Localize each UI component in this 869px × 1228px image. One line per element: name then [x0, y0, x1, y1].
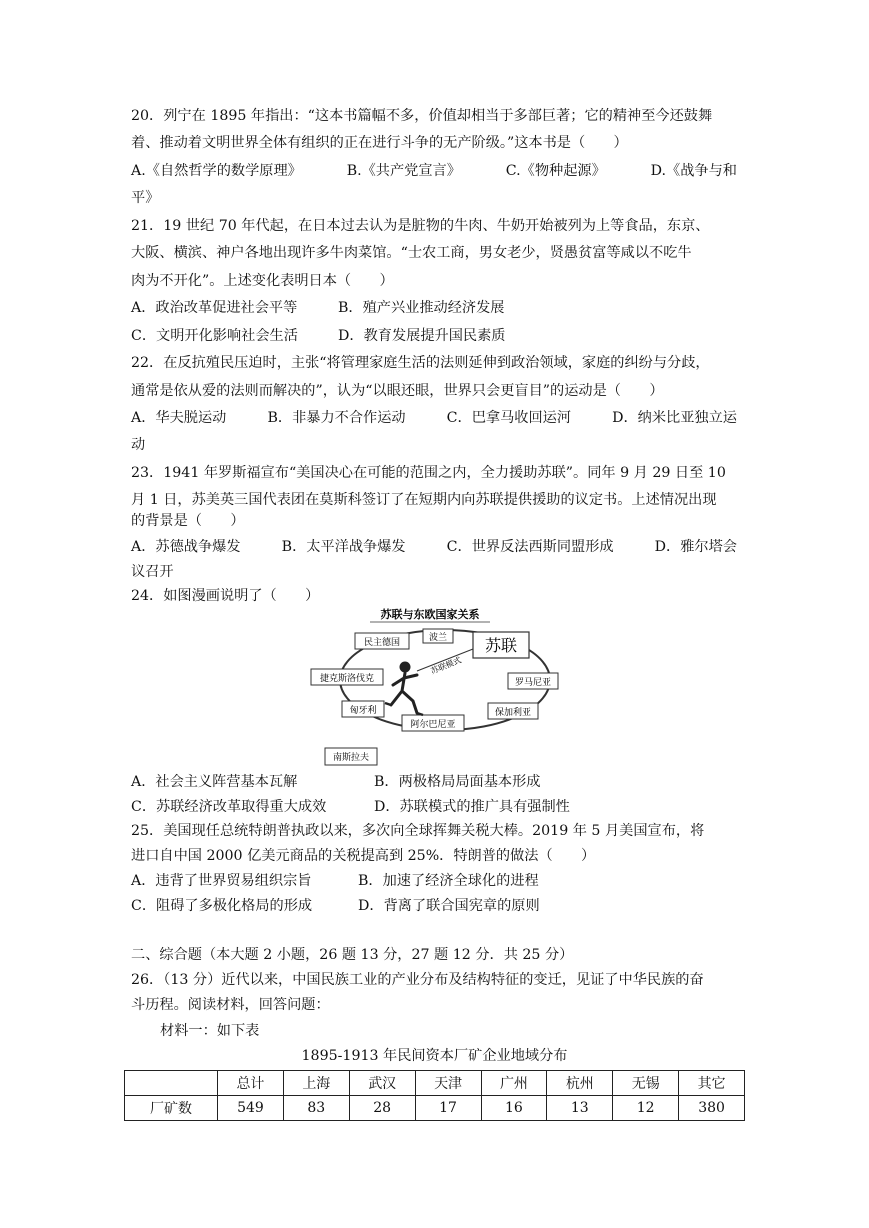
table-cell: 厂矿数	[125, 1096, 218, 1121]
svg-text:阿尔巴尼亚: 阿尔巴尼亚	[410, 720, 456, 730]
q20-option-b: B.《共产党宣言》	[346, 163, 461, 179]
table-title: 1895-1913 年民间资本厂矿企业地域分布	[301, 1048, 568, 1064]
q21-option-a: A．政治改革促进社会平等	[131, 300, 298, 316]
q23-options	[131, 537, 737, 557]
box-romania	[508, 673, 558, 689]
table-cell: 12	[613, 1096, 679, 1121]
q26-line-1: 26．（13 分）近代以来，中国民族工业的产业分布及结构特征的变迁，见证了中华民族的奋	[131, 972, 704, 988]
q25-option-d: D．背离了联合国宪章的原则	[358, 898, 540, 914]
table-header-cell: 上海	[283, 1071, 349, 1096]
svg-text:捷克斯洛伐克: 捷克斯洛伐克	[319, 674, 375, 684]
table-cell: 28	[349, 1096, 415, 1121]
q21-line-2: 大阪、横滨、神户各地出现许多牛肉菜馆。“士农工商，男女老少，贤愚贫富等咸以不吃牛	[131, 245, 692, 261]
section-2-heading: 二、综合题（本大题 2 小题，26 题 13 分，27 题 12 分．共 25 分）	[131, 947, 574, 963]
svg-text:民主德国: 民主德国	[363, 638, 401, 648]
q22-option-d: D．纳米比亚独立运	[612, 410, 737, 426]
table-header-cell: 总计	[218, 1071, 284, 1096]
svg-text:波兰: 波兰	[428, 633, 448, 643]
table-header-cell	[125, 1071, 218, 1096]
q22-options	[131, 408, 737, 428]
svg-text:南斯拉夫: 南斯拉夫	[332, 753, 370, 763]
table-cell: 17	[415, 1096, 481, 1121]
q24-line-1: 24．如图漫画说明了（ ）	[131, 588, 320, 604]
q21-line-3: 肉为不开化”。上述变化表明日本（ ）	[131, 273, 394, 289]
svg-text:罗马尼亚: 罗马尼亚	[514, 678, 552, 688]
q23-line-1: 23．1941 年罗斯福宣布“美国决心在可能的范围之内，全力援助苏联”。同年 9 月 29 日至 10	[131, 465, 726, 481]
table-header-cell: 广州	[481, 1071, 547, 1096]
box-gdr	[355, 633, 409, 649]
table-cell: 16	[481, 1096, 547, 1121]
q20-line-1: 20．列宁在 1895 年指出：“这本书篇幅不多，价值却相当于多部巨著；它的精神至今还鼓舞	[131, 108, 713, 124]
q23-option-d: D．雅尔塔会	[654, 539, 737, 555]
q26-material-label: 材料一：如下表	[160, 1023, 260, 1039]
q21-line-1: 21．19 世纪 70 年代起，在日本过去认为是脏物的牛肉、牛奶开始被列为上等食品，东京、	[131, 218, 710, 234]
box-ussr	[473, 632, 529, 658]
box-poland	[423, 629, 453, 643]
soviet-model-arrow	[417, 649, 473, 676]
q22-line-1: 22．在反抗殖民压迫时，主张“将管理家庭生活的法则延伸到政治领域，家庭的纠纷与分歧，	[131, 355, 710, 371]
q23-option-c: C．世界反法西斯同盟形成	[446, 539, 614, 555]
table-cell: 380	[679, 1096, 745, 1121]
q26-line-2: 斗历程。阅读材料，回答问题：	[131, 997, 330, 1013]
table-header-cell: 其它	[679, 1071, 745, 1096]
q20-option-d-wrap: 平》	[131, 190, 160, 206]
svg-text:保加利亚: 保加利亚	[494, 708, 532, 718]
soviet-eastern-europe-cartoon	[305, 605, 565, 768]
q20-line-2: 着、推动着文明世界全体有组织的正在进行斗争的无产阶级。”这本书是（ ）	[131, 135, 628, 151]
table-header-cell: 武汉	[349, 1071, 415, 1096]
q25-options-row-2	[131, 896, 540, 916]
table-cell: 13	[547, 1096, 613, 1121]
q20-option-c: C.《物种起源》	[505, 163, 606, 179]
q20-option-a: A.《自然哲学的数学原理》	[131, 163, 302, 179]
q25-option-c: C．阻碍了多极化格局的形成	[131, 898, 313, 914]
q21-option-b: B．殖产兴业推动经济发展	[338, 300, 505, 316]
q25-option-b: B．加速了经济全球化的进程	[358, 873, 539, 889]
table-header-cell: 天津	[415, 1071, 481, 1096]
q25-options-row-1	[131, 871, 539, 891]
q23-option-b: B．太平洋战争爆发	[281, 539, 406, 555]
table-row	[125, 1096, 745, 1121]
box-yugoslavia	[325, 748, 377, 765]
q25-line-2: 进口自中国 2000 亿美元商品的关税提高到 25%．特朗普的做法（ ）	[131, 848, 596, 864]
table-cell: 549	[218, 1096, 284, 1121]
q24-option-c: C．苏联经济改革取得重大成效	[131, 799, 327, 815]
q20-option-d: D.《战争与和	[650, 163, 737, 179]
q24-option-a: A．社会主义阵营基本瓦解	[131, 774, 298, 790]
box-czechoslovakia	[311, 669, 383, 685]
q24-option-b: B．两极格局局面基本形成	[374, 774, 541, 790]
q24-options-row-1	[131, 772, 541, 792]
q22-option-a: A．华夫脱运动	[131, 410, 227, 426]
q22-option-c: C．巴拿马收回运河	[446, 410, 572, 426]
q21-option-c: C．文明开化影响社会生活	[131, 328, 298, 344]
q25-line-1: 25．美国现任总统特朗普执政以来，多次向全球挥舞关税大棒。2019 年 5 月美国宣布，将	[131, 823, 705, 839]
svg-text:苏联: 苏联	[484, 636, 518, 655]
box-albania	[402, 715, 464, 731]
q23-option-a: A．苏德战争爆发	[131, 539, 241, 555]
svg-text:苏联模式: 苏联模式	[429, 655, 463, 676]
svg-text:匈牙利: 匈牙利	[349, 706, 377, 716]
q23-line-2: 月 1 日，苏美英三国代表团在莫斯科签订了在短期内向苏联提供援助的议定书。上述情况出现	[131, 492, 717, 508]
table-header-cell: 无锡	[613, 1071, 679, 1096]
table-header-cell: 杭州	[547, 1071, 613, 1096]
box-hungary	[342, 701, 384, 717]
q22-option-b: B．非暴力不合作运动	[267, 410, 406, 426]
q25-option-a: A．违背了世界贸易组织宗旨	[131, 873, 312, 889]
q22-line-2: 通常是依从爱的法则而解决的”，认为“以眼还眼，世界只会更盲目”的运动是（ ）	[131, 383, 664, 399]
table-cell: 83	[283, 1096, 349, 1121]
q21-options-row-1	[131, 298, 505, 318]
q23-line-3: 的背景是（ ）	[131, 513, 245, 529]
q24-option-d: D．苏联模式的推广具有强制性	[374, 799, 570, 815]
q24-options-row-2	[131, 797, 570, 817]
enterprise-distribution-table	[124, 1070, 745, 1121]
q23-option-d-wrap: 议召开	[131, 564, 174, 580]
q21-options-row-2	[131, 326, 505, 346]
q21-option-d: D．教育发展提升国民素质	[338, 328, 506, 344]
q22-option-d-wrap: 动	[131, 437, 146, 453]
box-bulgaria	[488, 703, 538, 719]
cartoon-title: 苏联与东欧国家关系	[380, 608, 480, 621]
table-header-row	[125, 1071, 745, 1096]
running-figure-icon	[385, 662, 423, 716]
q20-options	[131, 161, 737, 181]
